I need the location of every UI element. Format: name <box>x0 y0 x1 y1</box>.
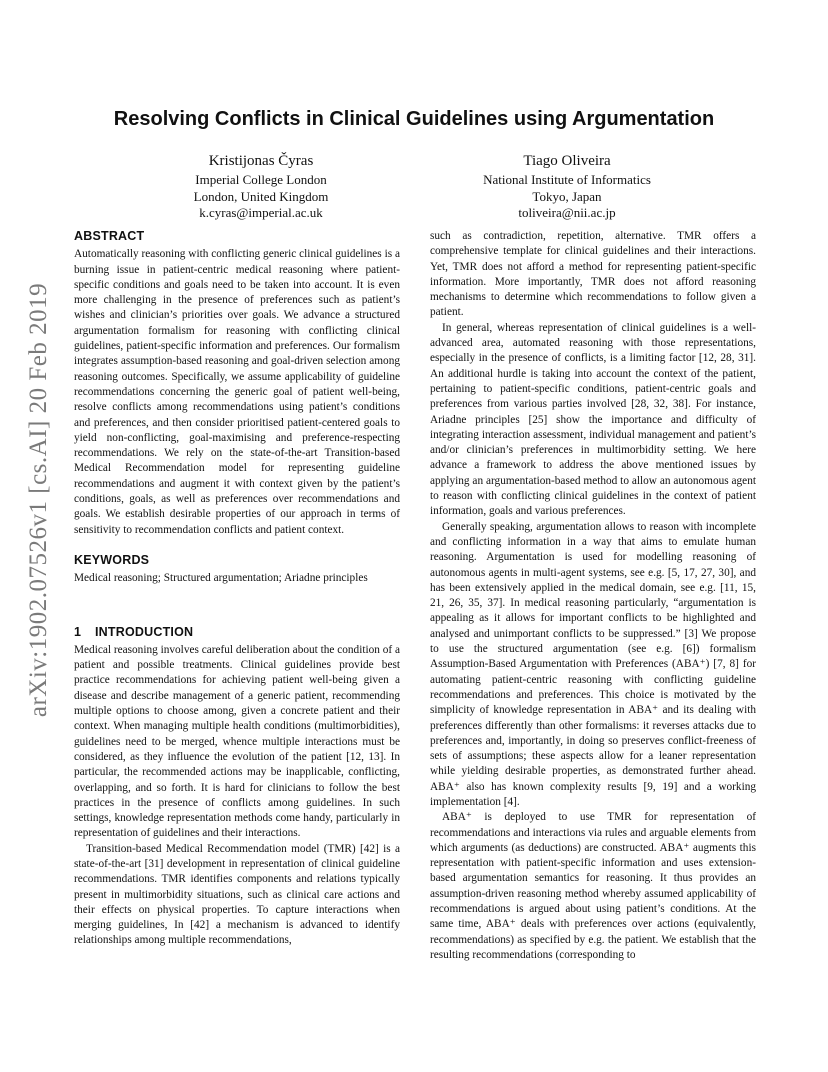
author-location: Tokyo, Japan <box>532 188 602 204</box>
section-number: 1 <box>74 624 82 639</box>
author-affiliation: Imperial College London <box>195 172 327 187</box>
author-block-2 <box>417 152 717 222</box>
abstract-heading: ABSTRACT <box>74 229 145 243</box>
author-name: Kristijonas Čyras <box>208 153 314 169</box>
paper-title: Resolving Conflicts in Clinical Guidelines using Argumentation <box>113 108 715 130</box>
keywords-text: Medical reasoning; Structured argumentation; Ariadne principles <box>74 572 368 585</box>
body-paragraph: Transition-based Medical Recommendation model (TMR) [42] is a state-of-the-art [31] development in representation of clinical guideline recommendations. TMR identifies components and relations typically present in multimorbidity situations, such as clinical care actions and their effects on physical properties. To capture interactions when merging guidelines, In [42] a mechanism is advanced to identify relationships among multiple recommendations, <box>74 842 400 947</box>
author-block-1 <box>111 152 411 222</box>
left-column <box>74 229 400 949</box>
body-paragraph: In general, whereas representation of clinical guidelines is a well-advanced area, automated reasoning with those representations, especially in the presence of conflicts, is a limiting factor [12, 28, 31]. An additional hurdle is taking into account the context of the patient, pertaining to patient-specific conditions, patient-centric goals and preferences from various parties involved [28, 32, 38]. For instance, Ariadne principles [25] show the importance and difficulty of integrating interaction assessment, individual management and patient’s and/or clinician’s preferences in multimorbidity setting. We here advance a framework to address the above mentioned issues by applying an argumentation-based method to allow an autonomous agent to reason with conflicting clinical guidelines in the context of patient information, goals and various preferences. <box>430 321 756 518</box>
author-location: London, United Kingdom <box>193 188 329 204</box>
section-title: INTRODUCTION <box>95 624 194 639</box>
author-email: k.cyras@imperial.ac.uk <box>199 205 323 220</box>
author-affiliation: National Institute of Informatics <box>483 172 651 187</box>
author-name: Tiago Oliveira <box>523 153 611 169</box>
right-column <box>430 229 756 963</box>
abstract-text: Automatically reasoning with conflicting generic clinical guidelines is a burning issue in patient-centric medical reasoning where patient-specific conditions and goals need to be taken into account. It is even more challenging in the presence of preferences such as patient’s wishes and clinician’s priorities over goals. We advance a structured argumentation formalism for reasoning with conflicting clinical guidelines, patient-specific information and preferences. Our formalism integrates assumption-based reasoning and goal-driven selection among reasoning outcomes. Specifically, we assume applicability of guideline recommendations concerning the generic goal of patient well-being, resolve conflicts among recommendations using patient’s conditions and preferences, and then consider prioritised patient-centered goals to yield non-conflicting, goal-maximising and preference-respecting recommendations. We rely on the state-of-the-art Transition-based Medical Recommendation model for representing guideline recommendations and augment it with context given by the patient’s conditions, goals, as well as preferences over recommendations and goals. We establish desirable properties of our approach in terms of sensitivity to recommendation conflicts and patient context. <box>74 248 400 536</box>
introduction-heading <box>74 625 400 640</box>
keywords-heading: KEYWORDS <box>74 552 150 567</box>
body-paragraph: Generally speaking, argumentation allows to reason with incomplete and conflicting information in a way that aims to emulate human reasoning. Argumentation is used for modelling reasoning of autonomous agents in multi-agent systems, see e.g. [5, 17, 27, 30], and has been extensively applied in the medical domain, see e.g. [11, 15, 21, 26, 35, 37]. In medical reasoning particularly, “argumentation is appealing as it allows for important conflicts to be highlighted and analysed and unimportant conflicts to be suppressed.” [3] We propose to use the structured argumentation (see e.g. [6]) formalism Assumption-Based Argumentation with Preferences (ABA⁺) [7, 8] for automating patient-centric reasoning with conflicting guideline recommendations and preferences. This choice is motivated by the simplicity of knowledge representation in ABA⁺ and its dealing with preferences differently than other formalisms: it reverses attacks due to preferences and, importantly, in doing so preserves conflict-freeness of sets of assumptions; these aspects allow for a leaner representation while yielding desirable properties, as demonstrated further ahead. ABA⁺ also has known complexity results [9, 19] and a working implementation [4]. <box>430 520 756 808</box>
author-email: toliveira@nii.ac.jp <box>518 205 616 220</box>
body-paragraph: ABA⁺ is deployed to use TMR for representation of recommendations and interactions via rules and arguable elements from which arguments (as deductions) are constructed. ABA⁺ augments this representation with patient-specific information and uses extension-based argumentation semantics for reasoning. It thus provides an assumption-driven reasoning method whereby assumed applicability of recommendations is argued about using patient’s conditions. At the same time, ABA⁺ deals with preferences over actions (equivalently, recommendations) as specified by e.g. the patient. We establish that the resulting recommendations (corresponding to <box>430 811 756 961</box>
body-paragraph: such as contradiction, repetition, alternative. TMR offers a comprehensive template for clinical guidelines and their interactions. Yet, TMR does not afford a method for representing patient-specific information. More importantly, TMR does not afford reasoning mechanisms to determine which recommendations to follow given a patient. <box>430 230 756 319</box>
arxiv-identifier: arXiv:1902.07526v1 [cs.AI] 20 Feb 2019 <box>25 282 53 718</box>
arxiv-side-stamp <box>18 282 60 718</box>
body-paragraph: Medical reasoning involves careful deliberation about the condition of a patient and possible treatments. Clinical guidelines provide best practice recommendations for achieving patient well-being given a disease and describe management of a generic patient, recommending multiple options to choose among, given a concrete patient and their context. When managing multiple health conditions (multimorbidities), guidelines need to be merged, whence multiple interactions must be considered, as they influence the evolution of the patient [12, 13]. In particular, the recommended actions may be inapplicable, conflicting, overlapping, and so forth. It is hard for clinicians to follow the best practices in the presence of conflicts among guidelines. In such settings, knowledge representation methods come handy, particularly in representation of guidelines and their interactions. <box>74 643 400 840</box>
